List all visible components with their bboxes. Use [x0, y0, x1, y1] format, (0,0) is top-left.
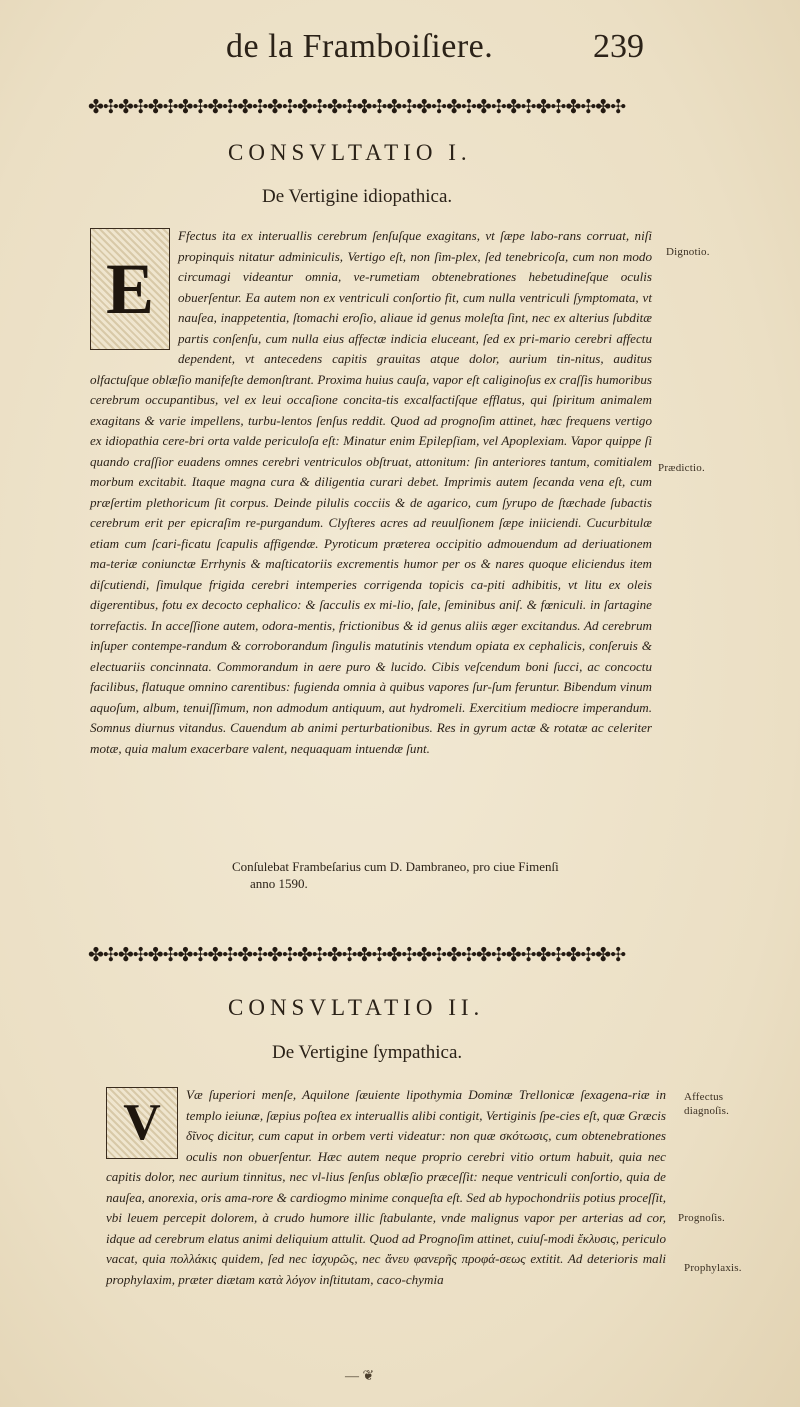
ornamental-rule-top: ✤✣✤✣✤✣✤✣✤✣✤✣✤✣✤✣✤✣✤✣✤✣✤✣✤✣✤✣✤✣✤✣✤✣✤✣	[88, 97, 626, 118]
consultatio-1-signature	[232, 858, 652, 892]
signature-line-1: Conſulebat Frambeſarius cum D. Dambraneo, pro ciue Fimenſi	[232, 859, 559, 874]
consultatio-2-heading: CONSVLTATIO II.	[228, 995, 485, 1020]
consultatio-1-heading: CONSVLTATIO I.	[228, 140, 472, 165]
decorated-initial-v: V	[106, 1087, 178, 1159]
signature-line-2: anno 1590.	[250, 876, 308, 891]
consultatio-1-subheading: De Vertigine idiopathica.	[262, 186, 453, 207]
consultatio-2-subheading: De Vertigine ſympathica.	[272, 1042, 463, 1063]
running-header-title: de la Framboiſiere.	[226, 28, 494, 65]
margin-note-prognosis: Prognoſis.	[678, 1212, 725, 1224]
ornamental-rule-middle: ✤✣✤✣✤✣✤✣✤✣✤✣✤✣✤✣✤✣✤✣✤✣✤✣✤✣✤✣✤✣✤✣✤✣✤✣	[88, 945, 626, 966]
decorated-initial-e: E	[90, 228, 170, 350]
consultatio-1-text: Ffectus ita ex interuallis cerebrum ſenſuſque exagitans, vt ſæpe labo-rans corruat, niſi propinquis nitatur adminiculis, Vertigo eſt, non ſim-plex, ſed tenebricoſa, cum non modo circumagi videantur omnia, ve-rumetiam obtenebrationes hebetudineſque oculis obuerſentur. Ea autem non ex ventriculi conſortio fit, cum nulla ventriculi ſymptomata, vt nauſea, inappetentia, ſtomachi eroſio, aliaue id genus moleſta ſint, nec ex alterius ſubditæ partis conſenſu, cum nulla eius affectæ indicia eluceant, ſed ex pri-mario cerebri affectu dependent, vt antecedens capitis grauitas atque dolor, aurium tin-nitus, auditus olfactuſque oblæſio manifeſte demonſtrant. Proxima huius cauſa, vapor eſt caliginoſus ex craſſis humoribus cerebrum occupantibus, vel ex leui occaſione concita-tis excalfactiſque efflatus, qui ſpiritum animalem exagitans & varie impellens, turbu-lentos ſenſus reddit. Quod ad prognoſim attinet, hæc frequens vertigo ex idiopathia cere-bri orta valde periculoſa eſt: Minatur enim Epilepſiam, vel Apoplexiam. Vapor quippe ſi quando craſſior euadens omnes cerebri ventriculos obſtruat, attonitum: ſin anteriores tantum, comitialem morbum excitabit. Itaque magna cura & diligentia curari debet. Imprimis autem ſecanda vena eſt, cum præſertim plethoricum ſit corpus. Deinde pilulis cocciis & de agarico, cum ſyrupo de ſtæchade ſubactis cerebrum erit per epicraſim re-purgandum. Clyſteres acres ad reuulſionem ſæpe iniiciendi. Cucurbitulæ etiam cum ſcari-ficatu ſcapulis affigendæ. Pyroticum præterea occipitio admouendum ad deriuationem ma-teriæ coniunctæ Errhynis & maſticatoriis excrementis humor per os & nares quoque eliciendus item diſcutiendi, ſimulque frigida cerebri intemperies corrigenda topicis ca-piti adhibitis, vt litu ex oleis digerentibus, fotu ex decocto cephalico: & ſacculis ex mi-lio, ſale, ſeminibus aniſ. & fœniculi. in ſartagine torrefactis. In acceſſione autem, odora-mentis, frictionibus & id genus aliis æger excitandus. Ad cerebrum inſuper contempe-randum & corroborandum ſingulis matutinis vtendum opiata ex cephalicis, conſeruis & electuariis concinnata. Commorandum in aere puro & lucido. Cibis veſcendum boni ſucci, ac concoctu facilibus, flatuque omnino carentibus: fugienda omnia à quibus vapores ſur-ſum feruntur. Bibendum vinum aquoſum, album, tenuiſſimum, non admodum antiquum, aut hydromeli. Exercitium mediocre imperandum. Somnus diurnus vitandus. Cauendum ab animi perturbationibus. Res in gyrum actæ & rotatæ ac celeriter motæ, quia malum exacerbare valent, nequaquam intuendæ ſunt.	[90, 228, 652, 756]
page-number: 239	[593, 28, 644, 65]
margin-note-prophylaxis: Prophylaxis.	[684, 1262, 742, 1274]
margin-note-praedictio: Prædictio.	[658, 462, 705, 474]
consultatio-2-body	[106, 1085, 666, 1290]
margin-note-dignotio: Dignotio.	[666, 246, 710, 258]
consultatio-1-body	[90, 226, 652, 759]
margin-note-affectus-diagnosis: Affectus diagnoſis.	[684, 1091, 730, 1117]
consultatio-2-text: Væ ſuperiori menſe, Aquilone ſæuiente lipothymia Dominæ Trellonicæ ſexagena-riæ in templo ieiunæ, ſæpius poſtea ex interuallis alibi contigit, Vertiginis ſpe-cies eſt, quæ Græcis δῖνος dicitur, cum caput in orbem verti videatur: non quæ σκότωσις, cum obtenebrationes oculis non obuerſentur. Hæc autem neque proprio cerebri vitio ortum habuit, quia nec capitis dolor, nec aurium tinnitus, nec vl-lius ſenſus oblæſio præceſſit: neque ventriculi conſortio, quia de nauſea, anorexia, oris ama-rore & cardiogmo minime conqueſta eſt. Sed ab hypochondriis potius proceſſit, vbi leuem percepit dolorem, à crudo humore illic ſtabulante, vnde malignus vapor per arterias ad cor, idque ad cerebrum elatus animi deliquium attulit. Quod ad Prognoſim attinet, cuiuſ-modi ἔκλυσις, periculo vacat, quia πολλάκις quidem, ſed nec ἰσχυρῶς, nec ἄνευ φανερῆς προφά-σεως extitit. Ad deterioris mali prophylaxim, præter diætam κατὰ λόγον inſtitutam, caco-chymia	[106, 1087, 666, 1287]
footer-mark: — ❦	[345, 1369, 375, 1384]
